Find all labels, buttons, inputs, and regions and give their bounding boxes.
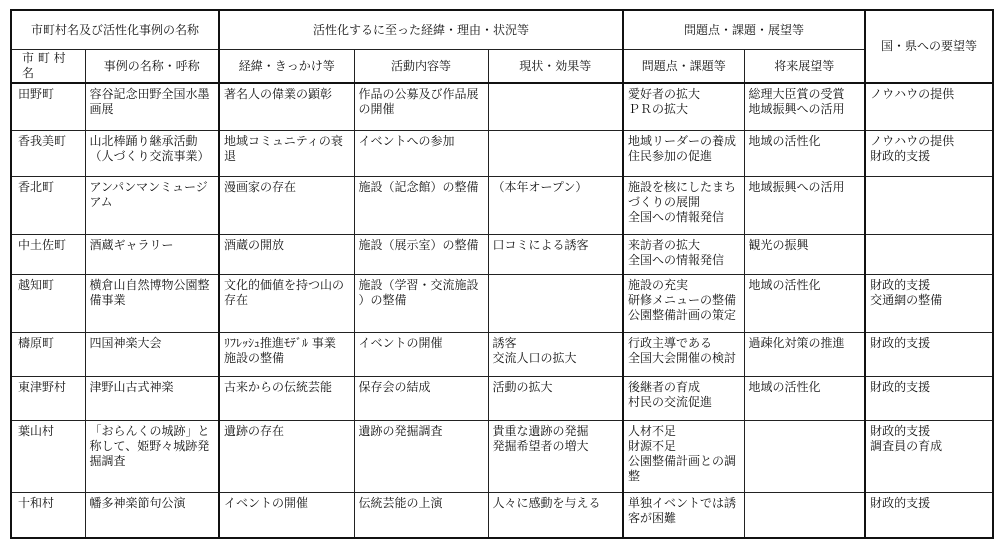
table-row — [11, 83, 993, 130]
cell-issues: 行政主導である 全国大会開催の検討 — [623, 332, 744, 376]
cell-case-name: 横倉山自然博物公園整 備事業 — [85, 274, 219, 332]
cell-effects — [488, 274, 623, 332]
cell-municipality: 越知町 — [11, 274, 85, 332]
cell-background: 古来からの伝統芸能 — [219, 376, 354, 420]
cell-activities: 保存会の結成 — [354, 376, 488, 420]
cell-case-name: アンパンマンミュージ アム — [85, 176, 219, 234]
cell-effects — [488, 130, 623, 176]
cell-issues: 来訪者の拡大 全国への情報発信 — [623, 234, 744, 274]
cell-activities: 施設（記念館）の整備 — [354, 176, 488, 234]
table-row — [11, 420, 993, 492]
cell-case-name: 容谷記念田野全国水墨 画展 — [85, 83, 219, 130]
cell-activities: 遺跡の発掘調査 — [354, 420, 488, 492]
cell-background: 地域コミュニティの衰 退 — [219, 130, 354, 176]
header-case-name: 事例の名称・呼称 — [85, 50, 219, 84]
cell-case-name: 四国神楽大会 — [85, 332, 219, 376]
cell-background: 酒蔵の開放 — [219, 234, 354, 274]
table-row — [11, 376, 993, 420]
cell-case-name: 山北棒踊り継承活動 （人づくり交流事業） — [85, 130, 219, 176]
cell-municipality: 香北町 — [11, 176, 85, 234]
table-row — [11, 274, 993, 332]
cell-municipality: 香我美町 — [11, 130, 85, 176]
cell-background: イベントの開催 — [219, 492, 354, 538]
cell-case-name: 津野山古式神楽 — [85, 376, 219, 420]
header-background: 経緯・きっかけ等 — [219, 50, 354, 84]
cell-issues: 単独イベントでは誘 客が困難 — [623, 492, 744, 538]
cell-activities: 伝統芸能の上演 — [354, 492, 488, 538]
header-municipality: 市 町 村 名 — [11, 50, 85, 84]
header-issues: 問題点・課題等 — [623, 50, 744, 84]
cell-requests: 財政的支援 — [865, 492, 993, 538]
cell-effects — [488, 83, 623, 130]
table-row — [11, 234, 993, 274]
cell-municipality: 田野町 — [11, 83, 85, 130]
cell-case-name: 幡多神楽節句公演 — [85, 492, 219, 538]
cell-requests: ノウハウの提供 財政的支援 — [865, 130, 993, 176]
cell-future — [744, 420, 865, 492]
cell-requests: ノウハウの提供 — [865, 83, 993, 130]
cell-requests — [865, 176, 993, 234]
revitalization-cases-table — [10, 9, 994, 539]
cell-activities: 作品の公募及び作品展 の開催 — [354, 83, 488, 130]
cell-effects: 口コミによる誘客 — [488, 234, 623, 274]
cell-future: 地域の活性化 — [744, 376, 865, 420]
header-activities: 活動内容等 — [354, 50, 488, 84]
cell-effects: 誘客 交流人口の拡大 — [488, 332, 623, 376]
cell-effects: （本年オープン） — [488, 176, 623, 234]
cell-future — [744, 492, 865, 538]
header-group-issues: 問題点・課題・展望等 — [623, 10, 865, 50]
cell-future: 地域の活性化 — [744, 274, 865, 332]
cell-issues: 人材不足 財源不足 公園整備計画との調 整 — [623, 420, 744, 492]
header-group-municipality: 市町村名及び活性化事例の名称 — [11, 10, 219, 50]
cell-effects: 活動の拡大 — [488, 376, 623, 420]
cell-issues: 後継者の育成 村民の交流促進 — [623, 376, 744, 420]
cell-case-name: 酒蔵ギャラリー — [85, 234, 219, 274]
cell-issues: 地域リーダーの養成 住民参加の促進 — [623, 130, 744, 176]
cell-activities: 施設（展示室）の整備 — [354, 234, 488, 274]
cell-case-name: 「おらんくの城跡」と 称して、姫野々城跡発 掘調査 — [85, 420, 219, 492]
header-future: 将来展望等 — [744, 50, 865, 84]
cell-municipality: 中土佐町 — [11, 234, 85, 274]
cell-issues: 施設を核にしたまち づくりの展開 全国への情報発信 — [623, 176, 744, 234]
cell-requests: 財政的支援 調査員の育成 — [865, 420, 993, 492]
table-row — [11, 492, 993, 538]
cell-effects: 人々に感動を与える — [488, 492, 623, 538]
table-row — [11, 130, 993, 176]
cell-background: 遺跡の存在 — [219, 420, 354, 492]
cell-issues: 施設の充実 研修メニューの整備 公園整備計画の策定 — [623, 274, 744, 332]
cell-future: 地域の活性化 — [744, 130, 865, 176]
cell-background: 著名人の偉業の顕彰 — [219, 83, 354, 130]
cell-activities: イベントへの参加 — [354, 130, 488, 176]
cell-requests: 財政的支援 交通網の整備 — [865, 274, 993, 332]
header-group-background: 活性化するに至った経緯・理由・状況等 — [219, 10, 623, 50]
cell-requests — [865, 234, 993, 274]
cell-future: 観光の振興 — [744, 234, 865, 274]
table-row — [11, 176, 993, 234]
cell-background: 漫画家の存在 — [219, 176, 354, 234]
cell-background: 文化的価値を持つ山の 存在 — [219, 274, 354, 332]
cell-issues: 愛好者の拡大 ＰＲの拡大 — [623, 83, 744, 130]
cell-municipality: 十和村 — [11, 492, 85, 538]
cell-activities: イベントの開催 — [354, 332, 488, 376]
cell-municipality: 葉山村 — [11, 420, 85, 492]
cell-municipality: 東津野村 — [11, 376, 85, 420]
cell-future: 地域振興への活用 — [744, 176, 865, 234]
cell-requests: 財政的支援 — [865, 332, 993, 376]
cell-activities: 施設（学習・交流施設 ）の整備 — [354, 274, 488, 332]
table-row — [11, 332, 993, 376]
cell-municipality: 檮原町 — [11, 332, 85, 376]
header-effects: 現状・効果等 — [488, 50, 623, 84]
cell-background: ﾘﾌﾚｯｼｭ推進ﾓﾃﾞﾙ 事業 施設の整備 — [219, 332, 354, 376]
cell-requests: 財政的支援 — [865, 376, 993, 420]
cell-effects: 貴重な遺跡の発掘 発掘希望者の増大 — [488, 420, 623, 492]
header-requests: 国・県への要望等 — [865, 10, 993, 83]
cell-future: 過疎化対策の推進 — [744, 332, 865, 376]
cell-future: 総理大臣賞の受賞 地域振興への活用 — [744, 83, 865, 130]
